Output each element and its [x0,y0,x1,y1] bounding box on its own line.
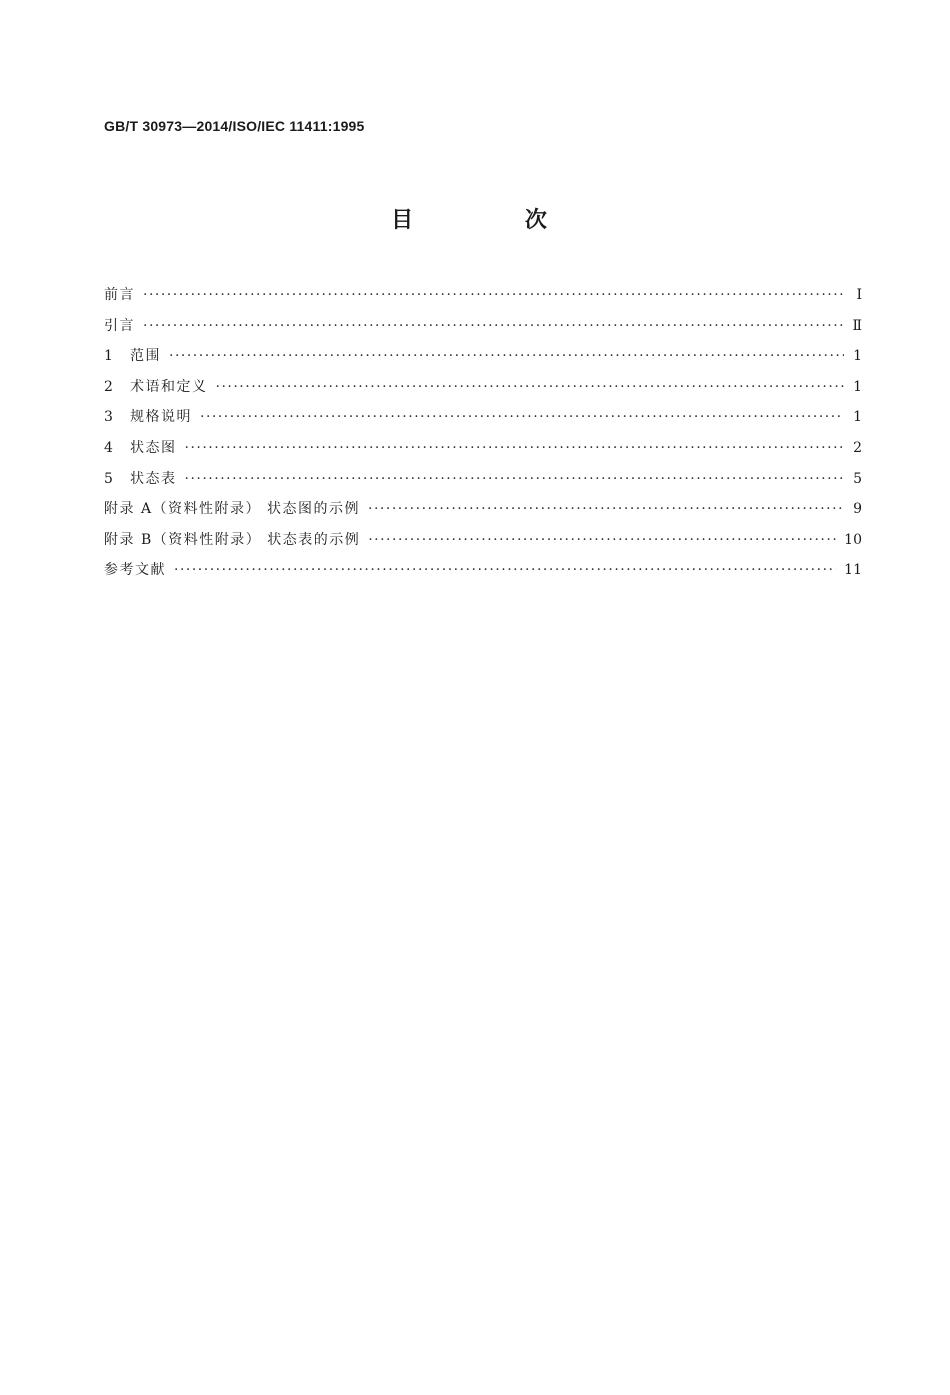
toc-leader-dots [368,529,836,551]
toc-leader-dots [200,406,844,428]
toc-entry-page: 1 [853,348,862,365]
toc-entry-label: 范围 [130,348,161,365]
toc-entry-label: 规格说明 [130,409,192,426]
toc-entry-label: 附录 A（资料性附录） 状态图的示例 [104,501,361,518]
toc-entry-label: 前言 [104,287,135,303]
toc-entry-page: 9 [853,501,862,518]
toc-entry-number: 3 [104,409,113,426]
toc-entry-number: 5 [104,470,113,487]
toc-entry-specification[interactable] [104,406,862,437]
toc-entry-page: 1 [853,409,862,426]
toc-entry-page: 1 [853,378,862,395]
toc-leader-dots [216,376,845,398]
toc-entry-label: 引言 [104,317,135,334]
toc-entry-page: 11 [844,562,862,579]
toc-entry-terms[interactable] [104,376,862,407]
toc-entry-introduction[interactable] [104,315,862,346]
toc-entry-page: Ⅱ [852,317,862,334]
toc-entry-page: Ⅰ [856,287,862,303]
toc-entry-page: 2 [853,439,862,456]
toc-leader-dots [143,315,844,337]
toc-entry-preface[interactable] [104,284,862,315]
toc-leader-dots [185,468,845,490]
toc-entry-label: 术语和定义 [130,378,208,395]
toc-entry-annex-b[interactable] [104,529,862,560]
toc-entry-label: 参考文献 [104,562,166,579]
toc-entry-label: 状态图 [130,439,177,456]
toc-entry-page: 5 [853,470,862,487]
table-of-contents [104,284,862,590]
toc-leader-dots [185,437,845,459]
toc-title: 目 次 [391,208,599,233]
toc-entry-annex-a[interactable] [104,498,862,529]
toc-leader-dots [143,284,844,306]
toc-entry-number: 2 [104,378,113,395]
toc-entry-scope[interactable] [104,345,862,376]
toc-entry-state-table[interactable] [104,468,862,499]
toc-entry-number: 4 [104,439,113,456]
toc-entry-label: 附录 B（资料性附录） 状态表的示例 [104,531,361,548]
toc-entry-label: 状态表 [130,470,177,487]
toc-leader-dots [368,498,844,520]
toc-entry-page: 10 [844,531,862,548]
toc-leader-dots [169,345,844,367]
toc-entry-state-diagram[interactable] [104,437,862,468]
toc-entry-number: 1 [104,348,113,365]
toc-entry-bibliography[interactable] [104,559,862,590]
standard-number: GB/T 30973—2014/ISO/IEC 11411:1995 [104,118,365,134]
toc-leader-dots [174,559,836,581]
